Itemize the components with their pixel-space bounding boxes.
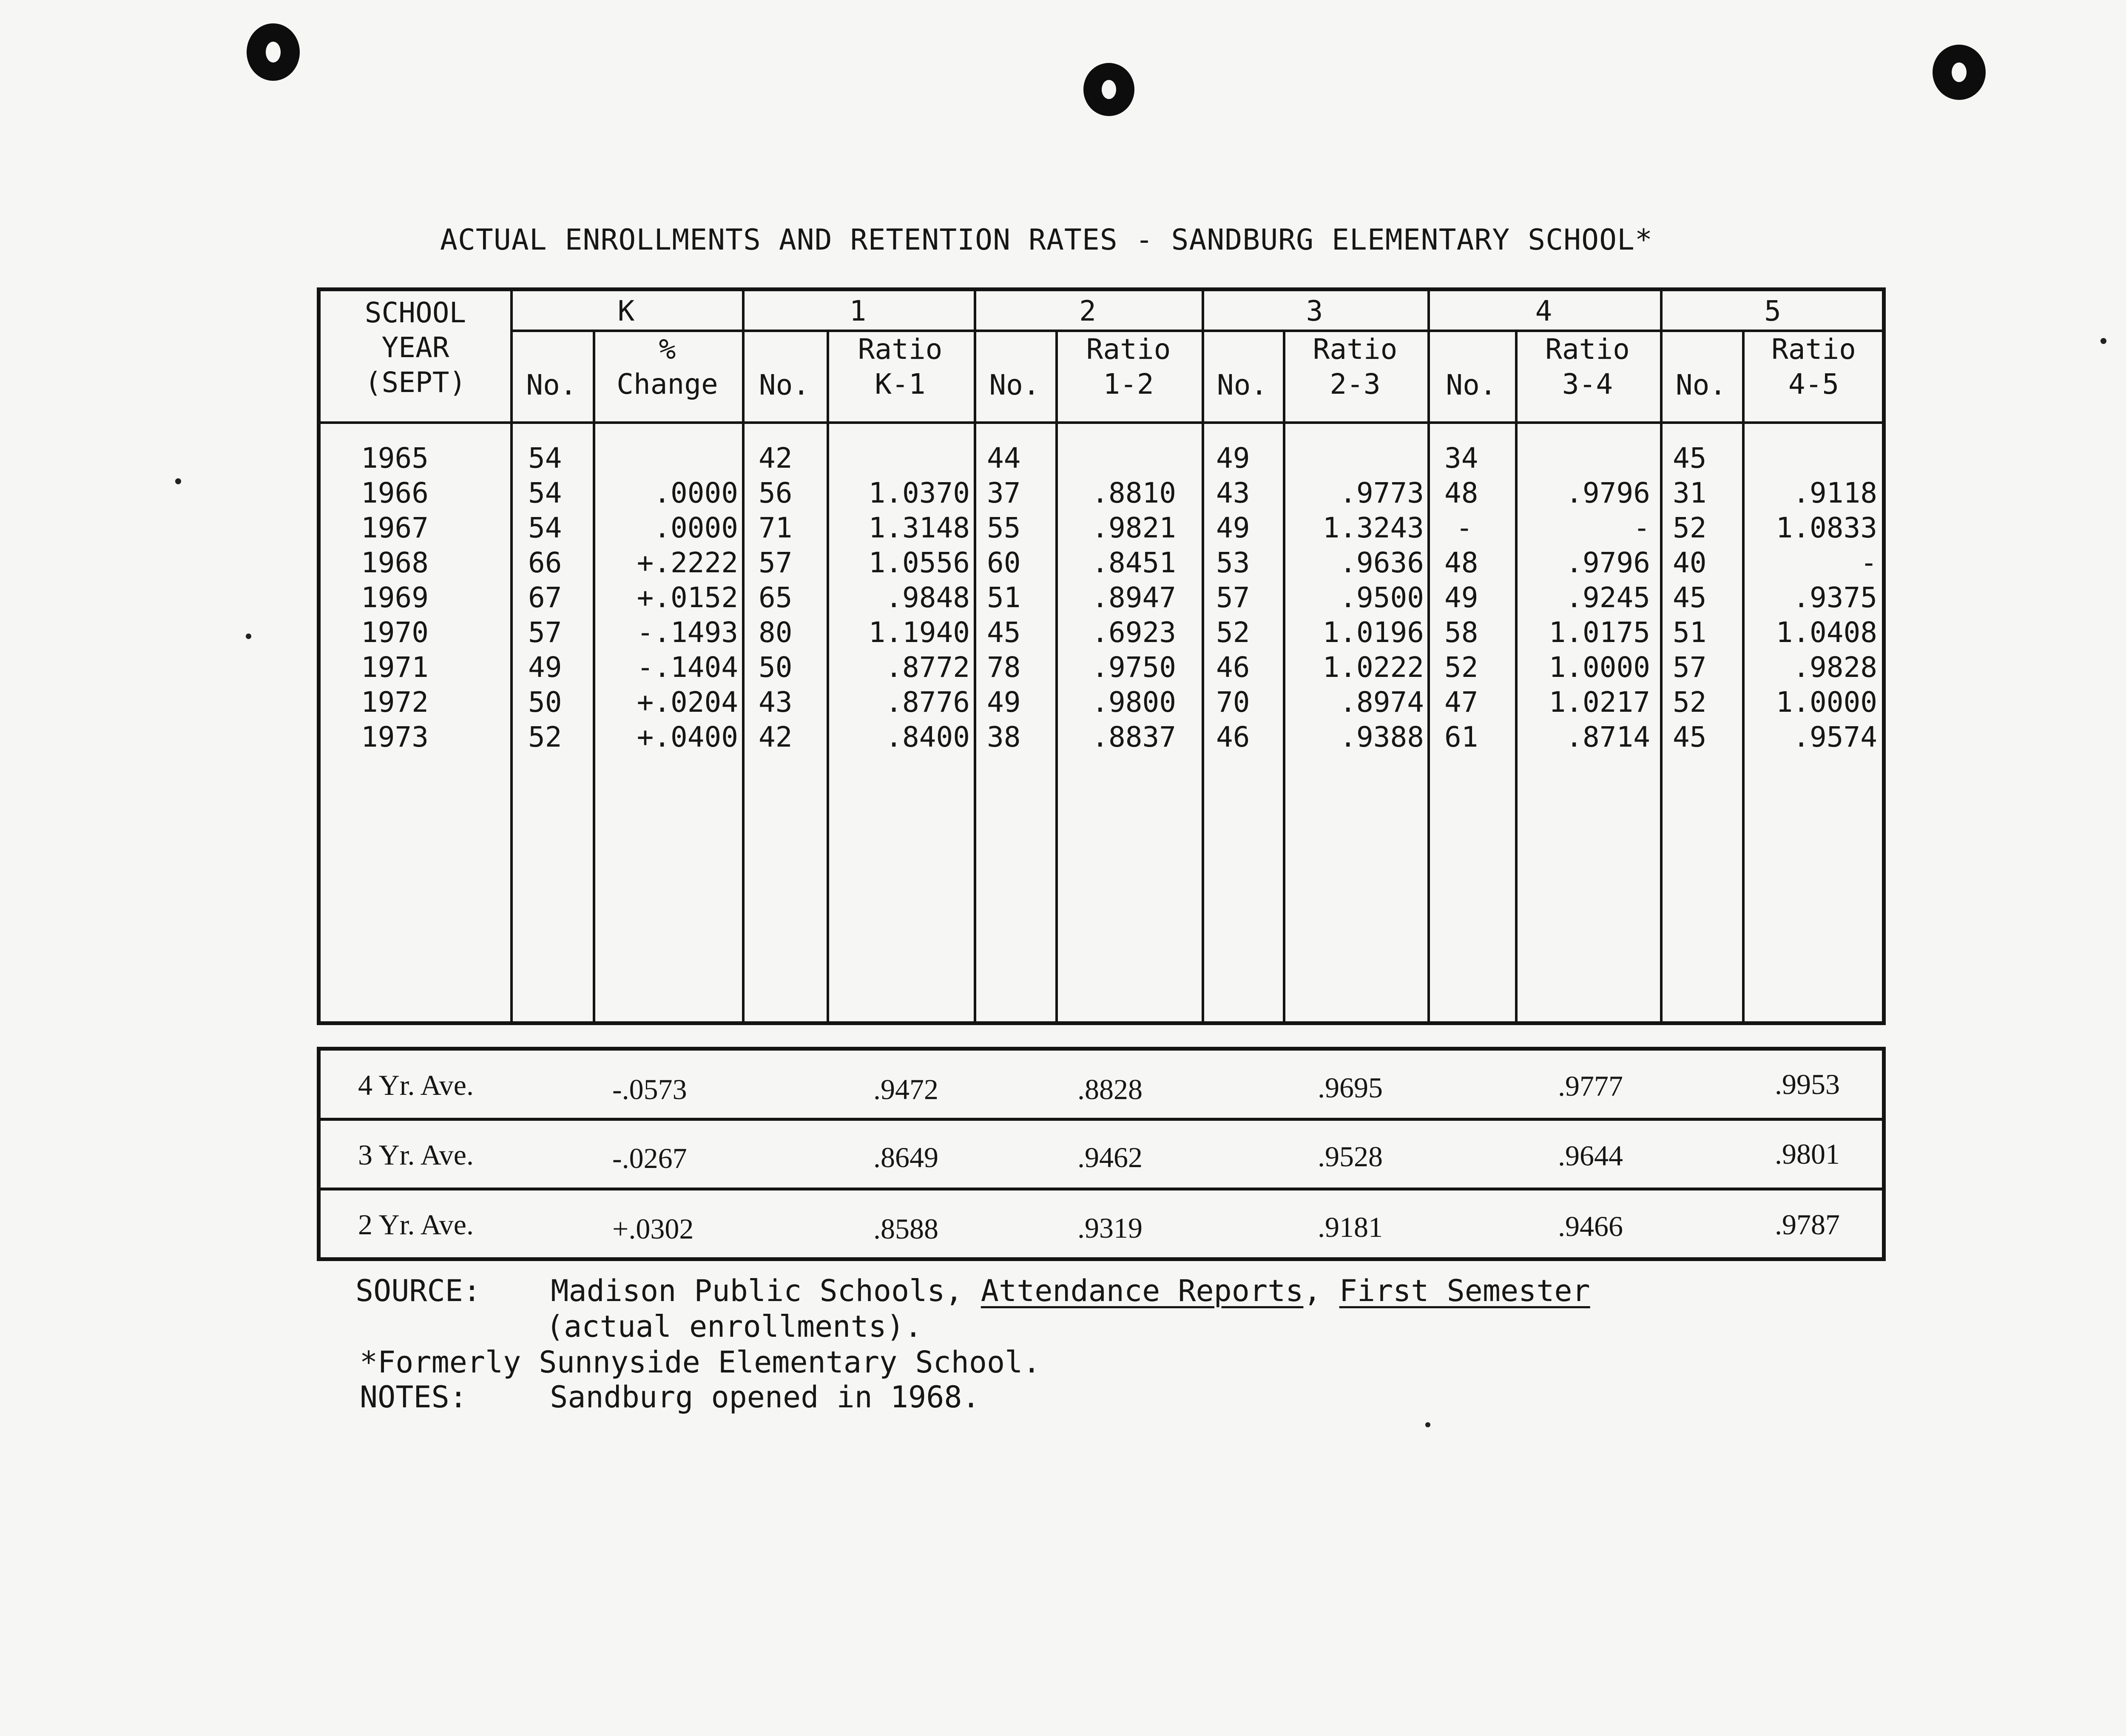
average-value: .9695 [1318,1071,1383,1104]
source-comma: , [1303,1273,1322,1308]
ratio-34-header: Ratio 3-4 [1545,333,1630,401]
g4-no-cell: 58 [1444,616,1478,649]
ratio-23-cell: .9388 [1339,721,1424,753]
g3-no-cell: 49 [1216,511,1250,544]
g2-no-header: No. [989,369,1040,401]
ratio-12-cell: .9750 [1091,651,1176,684]
ratio-23-header: Ratio 2-3 [1313,333,1398,401]
g5-no-cell: 45 [1673,581,1707,614]
average-value: .9319 [1077,1212,1143,1244]
ratio-45-cell: .9118 [1793,477,1877,509]
row-rule [321,1188,1882,1190]
k-change-cell: +.0400 [637,721,738,753]
ratio-45-cell: .9375 [1793,581,1877,614]
k-no-cell: 54 [528,442,562,474]
g1-no-cell: 56 [759,477,793,509]
average-value: +.0302 [612,1213,694,1245]
ratio-45-cell: 1.0833 [1776,511,1877,544]
g4-no-cell: 48 [1444,546,1478,579]
source-note: (actual enrollments). [546,1309,923,1344]
g2-no-cell: 38 [987,721,1021,753]
ratio-k1-cell: .8400 [885,721,970,753]
g2-no-cell: 45 [987,616,1021,649]
notes-text: Sandburg opened in 1968. [550,1380,980,1415]
average-value: -.0573 [612,1073,687,1105]
g2-no-cell: 49 [987,686,1021,719]
k-no-cell: 66 [528,546,562,579]
ratio-23-cell: .9500 [1339,581,1424,614]
k-change-cell: .0000 [654,511,738,544]
g5-no-cell: 31 [1673,477,1707,509]
g1-no-cell: 42 [759,442,793,474]
year-cell: 1965 [361,442,429,474]
ratio-k1-cell: .8776 [885,686,970,719]
average-value: .9787 [1775,1208,1840,1241]
average-value: .9181 [1318,1211,1383,1243]
ratio-45-cell: 1.0408 [1776,616,1877,649]
k-change-cell: -.1493 [637,616,738,649]
g5-no-header: No. [1675,369,1727,401]
average-value: .9472 [873,1073,938,1105]
average-value: -.0267 [612,1142,687,1174]
g4-no-cell: 48 [1444,477,1478,509]
ratio-34-cell: - [1633,511,1650,544]
row-rule [321,1118,1882,1121]
ratio-k1-cell: 1.0556 [868,546,970,579]
speck [175,478,181,484]
ratio-k1-header: Ratio K-1 [858,333,943,401]
source-report-title: Attendance Reports [981,1273,1304,1308]
average-value: .9644 [1558,1139,1623,1172]
average-label: 2 Yr. Ave. [358,1208,474,1241]
g1-no-cell: 57 [759,546,793,579]
ratio-34-cell: .9245 [1566,581,1650,614]
ratio-23-cell: .9773 [1339,477,1424,509]
g1-no-cell: 43 [759,686,793,719]
ratio-45-cell: - [1860,546,1877,579]
ratio-23-cell: .9636 [1339,546,1424,579]
g2-no-cell: 51 [987,581,1021,614]
header-bottom-rule [321,421,1882,424]
ratio-12-cell: .8451 [1091,546,1176,579]
g3-no-cell: 70 [1216,686,1250,719]
g5-no-cell: 51 [1673,616,1707,649]
g2-no-cell: 37 [987,477,1021,509]
g4-no-header: No. [1446,369,1497,401]
g2-no-cell: 44 [987,442,1021,474]
k-change-header: % Change [617,333,718,401]
enrollment-table [317,287,1886,1025]
average-value: .9777 [1558,1070,1623,1102]
k-no-cell: 50 [528,686,562,719]
ratio-45-cell: .9574 [1793,721,1877,753]
ratio-34-cell: 1.0217 [1549,686,1650,719]
k-change-cell: +.0204 [637,686,738,719]
grade-header-5: 5 [1764,295,1781,327]
ratio-34-cell: .9796 [1566,546,1650,579]
k-no-cell: 54 [528,477,562,509]
g3-no-cell: 49 [1216,442,1250,474]
g2-no-cell: 60 [987,546,1021,579]
g5-no-cell: 52 [1673,511,1707,544]
ratio-12-cell: .6923 [1091,616,1176,649]
g5-no-cell: 40 [1673,546,1707,579]
g3-no-cell: 53 [1216,546,1250,579]
k-change-cell: +.0152 [637,581,738,614]
g1-no-cell: 71 [759,511,793,544]
g3-no-cell: 46 [1216,721,1250,753]
k-change-cell: .0000 [654,477,738,509]
ratio-12-cell: .8947 [1091,581,1176,614]
ratio-k1-cell: 1.0370 [868,477,970,509]
ratio-45-header: Ratio 4-5 [1771,333,1856,401]
ratio-12-header: Ratio 1-2 [1086,333,1171,401]
average-value: .8828 [1077,1073,1143,1105]
g5-no-cell: 45 [1673,442,1707,474]
ratio-23-cell: 1.0196 [1322,616,1424,649]
k-no-cell: 57 [528,616,562,649]
k-change-cell: -.1404 [637,651,738,684]
grade-header-1: 1 [849,295,867,327]
year-cell: 1968 [361,546,429,579]
notes-label: NOTES: [360,1380,467,1415]
grade-header-k: K [617,295,635,327]
g4-no-cell: - [1456,511,1473,544]
ratio-23-cell: .8974 [1339,686,1424,719]
g1-no-cell: 50 [759,651,793,684]
g4-no-cell: 34 [1444,442,1478,474]
year-cell: 1967 [361,511,429,544]
ratio-k1-cell: .8772 [885,651,970,684]
averages-table [317,1047,1886,1261]
page-title: ACTUAL ENROLLMENTS AND RETENTION RATES - SANDBURG ELEMENTARY SCHOOL* [440,223,1653,257]
ratio-12-cell: .8810 [1091,477,1176,509]
ratio-34-cell: 1.0175 [1549,616,1650,649]
average-value: .9801 [1775,1138,1840,1170]
average-value: .9462 [1077,1141,1143,1173]
g5-no-cell: 57 [1673,651,1707,684]
average-label: 3 Yr. Ave. [358,1139,474,1171]
source-line [355,1273,1590,1308]
k-no-cell: 67 [528,581,562,614]
average-value: .8588 [873,1213,938,1245]
punch-hole-left [247,23,300,81]
source-label: SOURCE: [355,1273,481,1308]
k-no-cell: 54 [528,511,562,544]
punch-hole-center [1083,63,1134,116]
g4-no-cell: 47 [1444,686,1478,719]
year-cell: 1971 [361,651,429,684]
average-value: .9528 [1318,1140,1383,1173]
year-cell: 1966 [361,477,429,509]
k-no-header: No. [526,369,577,401]
ratio-12-cell: .8837 [1091,721,1176,753]
source-semester: First Semester [1339,1273,1590,1308]
g4-no-cell: 61 [1444,721,1478,753]
g3-no-cell: 46 [1216,651,1250,684]
formerly-note: *Formerly Sunnyside Elementary School. [360,1345,1041,1380]
ratio-12-cell: .9800 [1091,686,1176,719]
source-organization: Madison Public Schools, [551,1273,963,1308]
g1-no-cell: 80 [759,616,793,649]
ratio-45-cell: .9828 [1793,651,1877,684]
g4-no-cell: 52 [1444,651,1478,684]
g5-no-cell: 45 [1673,721,1707,753]
g1-no-header: No. [759,369,810,401]
k-no-cell: 49 [528,651,562,684]
g3-no-header: No. [1216,369,1268,401]
g1-no-cell: 42 [759,721,793,753]
grade-header-4: 4 [1535,295,1552,327]
ratio-k1-cell: 1.1940 [868,616,970,649]
g3-no-cell: 43 [1216,477,1250,509]
average-value: .8649 [873,1141,938,1173]
k-no-cell: 52 [528,721,562,753]
notes-line [360,1380,980,1415]
ratio-34-cell: .9796 [1566,477,1650,509]
grade-header-2: 2 [1079,295,1096,327]
grade-header-3: 3 [1306,295,1323,327]
speck [246,634,251,639]
g1-no-cell: 65 [759,581,793,614]
g2-no-cell: 55 [987,511,1021,544]
school-year-header: SCHOOL YEAR (SEPT) [364,296,466,399]
k-change-cell: +.2222 [637,546,738,579]
year-cell: 1973 [361,721,429,753]
ratio-34-cell: .8714 [1566,721,1650,753]
g3-no-cell: 57 [1216,581,1250,614]
average-value: .9466 [1558,1210,1623,1242]
g5-no-cell: 52 [1673,686,1707,719]
ratio-34-cell: 1.0000 [1549,651,1650,684]
ratio-12-cell: .9821 [1091,511,1176,544]
speck [1425,1422,1430,1427]
ratio-23-cell: 1.3243 [1322,511,1424,544]
year-cell: 1969 [361,581,429,614]
punch-hole-right [1933,45,1986,100]
g3-no-cell: 52 [1216,616,1250,649]
year-cell: 1972 [361,686,429,719]
ratio-23-cell: 1.0222 [1322,651,1424,684]
ratio-45-cell: 1.0000 [1776,686,1877,719]
g2-no-cell: 78 [987,651,1021,684]
g4-no-cell: 49 [1444,581,1478,614]
ratio-k1-cell: .9848 [885,581,970,614]
average-label: 4 Yr. Ave. [358,1069,474,1101]
speck [2100,338,2106,344]
average-value: .9953 [1775,1068,1840,1100]
ratio-k1-cell: 1.3148 [868,511,970,544]
year-cell: 1970 [361,616,429,649]
